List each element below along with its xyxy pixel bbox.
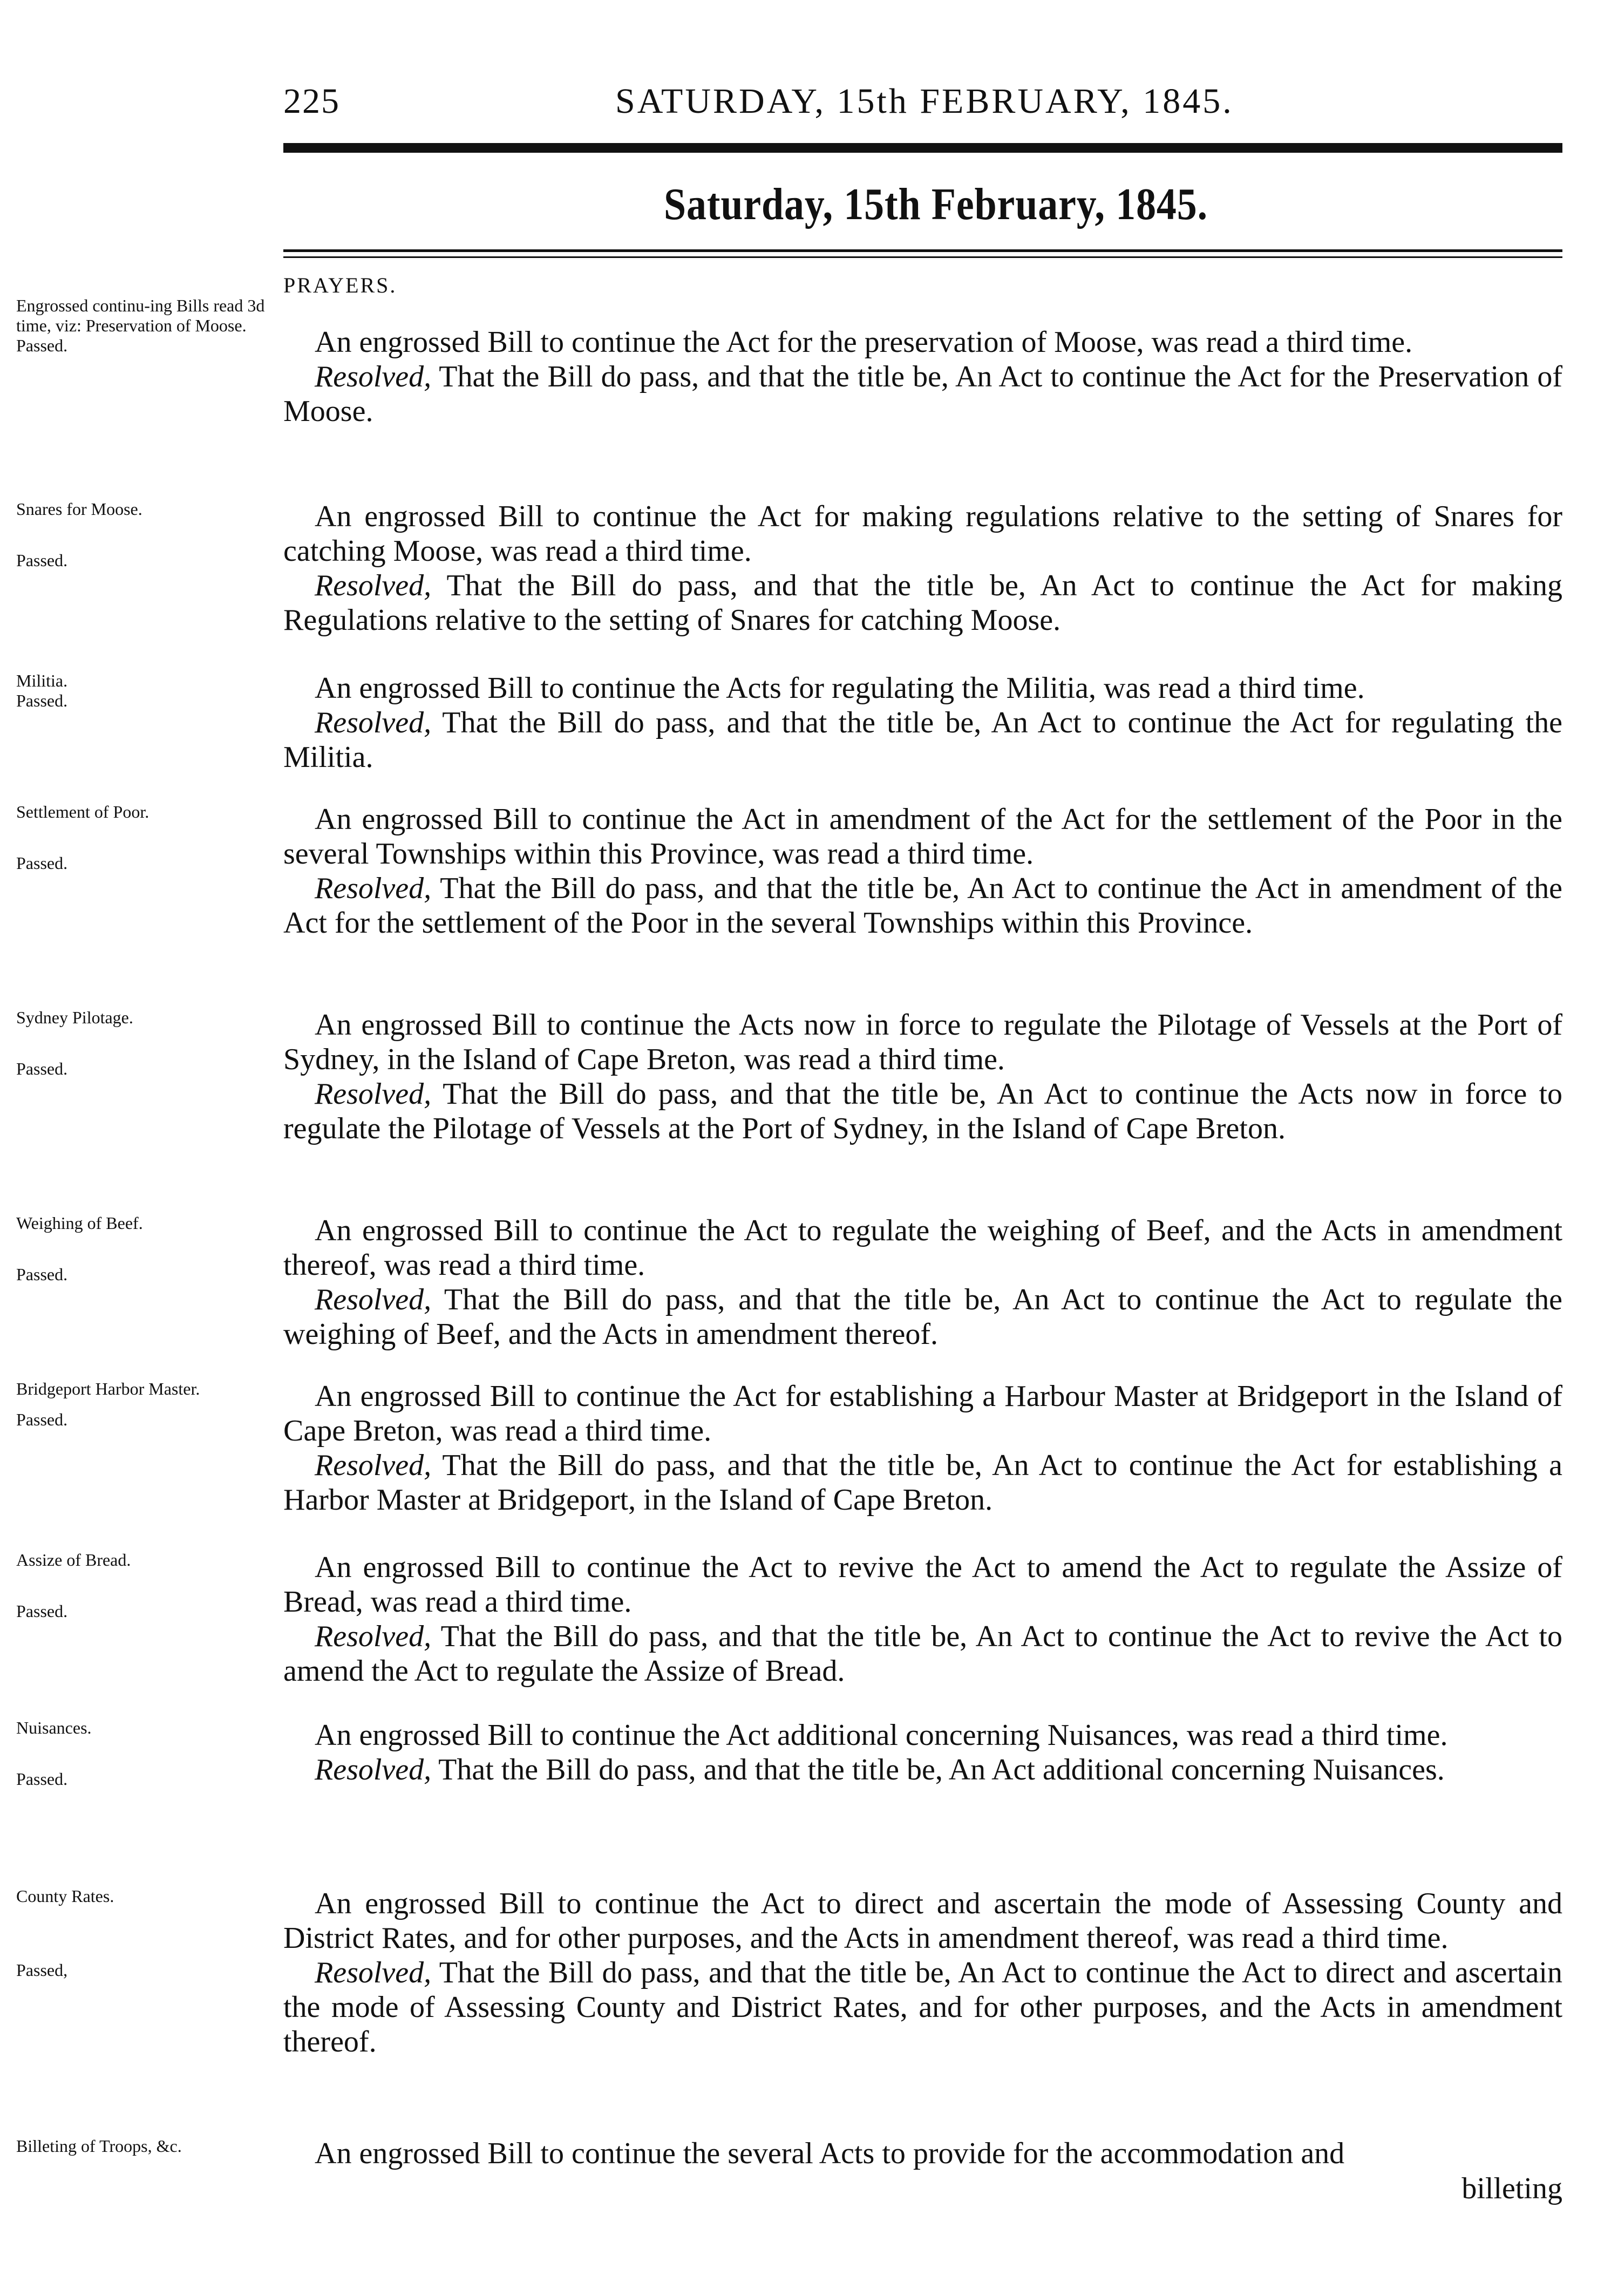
resolved-word: Resolved, — [315, 1077, 432, 1111]
marginal-notes — [16, 1379, 270, 1430]
subject-note: Assize of Bread. — [16, 1550, 131, 1570]
page-number: 225 — [283, 81, 340, 121]
marginal-notes — [16, 296, 270, 356]
entry-text — [283, 1550, 1562, 1688]
bill-reading: An engrossed Bill to continue the Act in amendment of the Act for the settlement of the Poor in the several Townships within this Province, was read a third time. — [283, 803, 1562, 871]
resolution — [283, 568, 1562, 637]
entry-text — [283, 671, 1562, 775]
subject-note: Bridgeport Harbor Master. — [16, 1379, 200, 1398]
resolution-text: That the Bill do pass, and that the title be, An Act to continue the Act for the Preservation of Moose. — [283, 360, 1562, 428]
marginal-notes — [16, 1213, 270, 1285]
entry-text — [283, 802, 1562, 940]
bill-reading: An engrossed Bill to continue the Act additional concerning Nuisances, was read a third time. — [315, 1718, 1448, 1752]
resolution — [283, 1752, 1562, 1787]
bill-reading: An engrossed Bill to continue the Act to revive the Act to amend the Act to regulate the Assize of Bread, was read a third time. — [283, 1551, 1562, 1619]
passed-note: Passed. — [16, 1769, 68, 1789]
resolution — [283, 1077, 1562, 1146]
bill-reading: An engrossed Bill to continue the several Acts to provide for the accommodation and — [315, 2137, 1345, 2170]
passed-note: Passed. — [16, 853, 68, 873]
subject-note: Weighing of Beef. — [16, 1213, 143, 1233]
passed-note: Passed, — [16, 1960, 68, 1980]
passed-note: Passed. — [16, 1601, 68, 1621]
resolved-word: Resolved, — [315, 1283, 432, 1316]
marginal-notes — [16, 2136, 270, 2156]
entry-text — [283, 2136, 1562, 2171]
prayers-label: PRAYERS. — [283, 273, 397, 297]
passed-note: Passed. — [16, 691, 68, 710]
subject-note: County Rates. — [16, 1886, 114, 1906]
resolved-word: Resolved, — [315, 569, 432, 602]
marginal-notes — [16, 802, 270, 873]
resolution — [283, 1448, 1562, 1517]
resolved-word: Resolved, — [315, 872, 432, 905]
bill-reading: An engrossed Bill to continue the Acts now in force to regulate the Pilotage of Vessels at the Port of Sydney, in the Island of Cape Breton, was read a third time. — [283, 1008, 1562, 1076]
resolution-text: That the Bill do pass, and that the title be, An Act to continue the Act for establishing a Harbor Master at Bridgeport, in the Island of Cape Breton. — [283, 1449, 1562, 1517]
resolution-text: That the Bill do pass, and that the title be, An Act to continue the Act in amendment of the Act for the settlement of the Poor in the several Townships within this Province. — [283, 872, 1562, 940]
resolved-word: Resolved, — [315, 1449, 432, 1482]
resolution-text: That the Bill do pass, and that the title be, An Act additional concerning Nuisances. — [438, 1753, 1445, 1786]
resolution-text: That the Bill do pass, and that the title be, An Act to continue the Act to direct and ascertain the mode of Assessing County and District Rates, and for other purposes, and the Acts in amendment thereof. — [283, 1956, 1562, 2059]
resolution — [283, 705, 1562, 775]
marginal-notes — [16, 1008, 270, 1079]
entry-text — [283, 1886, 1562, 2059]
bill-reading: An engrossed Bill to continue the Act to regulate the weighing of Beef, and the Acts in amendment thereof, was read a third time. — [283, 1214, 1562, 1282]
heading-rule — [283, 249, 1562, 252]
passed-note: Passed. — [16, 1265, 68, 1284]
header-rule — [283, 143, 1562, 153]
resolution-text: That the Bill do pass, and that the title be, An Act to continue the Act to revive the Act to amend the Act to regulate the Assize of Bread. — [283, 1620, 1562, 1688]
passed-note: Passed. — [16, 1410, 68, 1429]
resolved-word: Resolved, — [315, 1753, 432, 1786]
subject-note: Engrossed continu-ing Bills read 3d time, viz: Preservation of Moose. — [16, 296, 265, 335]
subject-note: Billeting of Troops, &c. — [16, 2136, 182, 2156]
entry-text — [283, 1213, 1562, 1351]
subject-note: Nuisances. — [16, 1718, 92, 1737]
resolution-text: That the Bill do pass, and that the title be, An Act to continue the Act for regulating the Militia. — [283, 706, 1562, 774]
subject-note: Snares for Moose. — [16, 499, 142, 519]
subject-note: Sydney Pilotage. — [16, 1008, 133, 1027]
passed-note: Passed. — [16, 336, 68, 355]
resolved-word: Resolved, — [315, 360, 432, 393]
bill-reading: An engrossed Bill to continue the Act for making regulations relative to the setting of Snares for catching Moose, was read a third time. — [283, 500, 1562, 568]
entry-text — [283, 499, 1562, 637]
subject-note: Militia. — [16, 671, 68, 690]
running-title: SATURDAY, 15th FEBRUARY, 1845. — [615, 81, 1234, 121]
marginal-notes — [16, 1718, 270, 1789]
resolution — [283, 871, 1562, 940]
passed-note: Passed. — [16, 1059, 68, 1078]
entry-text — [283, 1379, 1562, 1517]
entry-text — [283, 1718, 1562, 1787]
bill-reading: An engrossed Bill to continue the Acts for regulating the Militia, was read a third time. — [315, 671, 1365, 705]
resolution — [283, 359, 1562, 429]
resolution — [283, 1619, 1562, 1688]
resolution-text: That the Bill do pass, and that the title be, An Act to continue the Act to regulate the weighing of Beef, and the Acts in amendment thereof. — [283, 1283, 1562, 1351]
entry-text — [283, 325, 1562, 429]
marginal-notes — [16, 499, 270, 570]
day-heading: Saturday, 15th February, 1845. — [664, 179, 1208, 229]
resolved-word: Resolved, — [315, 706, 432, 739]
resolution-text: That the Bill do pass, and that the title be, An Act to continue the Acts now in force to regulate the Pilotage of Vessels at the Port of Sydney, in the Island of Cape Breton. — [283, 1077, 1563, 1145]
marginal-notes — [16, 1886, 270, 1980]
bill-reading: An engrossed Bill to continue the Act for establishing a Harbour Master at Bridgeport in the Island of Cape Breton, was read a third time. — [283, 1380, 1562, 1448]
subject-note: Settlement of Poor. — [16, 802, 149, 821]
resolution-text: That the Bill do pass, and that the title be, An Act to continue the Act for making Regulations relative to the setting of Snares for catching Moose. — [283, 569, 1562, 637]
marginal-notes — [16, 1550, 270, 1621]
heading-rule-thin — [283, 256, 1562, 258]
entry-text — [283, 1008, 1562, 1146]
bill-reading: An engrossed Bill to continue the Act to direct and ascertain the mode of Assessing County and District Rates, and for other purposes, and the Acts in amendment thereof, was read a third time. — [283, 1887, 1562, 1955]
catchword: billeting — [1461, 2172, 1562, 2205]
passed-note: Passed. — [16, 551, 68, 570]
page-header — [270, 81, 1565, 130]
marginal-notes — [16, 671, 270, 711]
resolution — [283, 1282, 1562, 1351]
resolved-word: Resolved, — [315, 1620, 432, 1653]
bill-reading: An engrossed Bill to continue the Act for the preservation of Moose, was read a third time. — [315, 325, 1413, 359]
resolved-word: Resolved, — [315, 1956, 432, 1989]
resolution — [283, 1955, 1562, 2059]
